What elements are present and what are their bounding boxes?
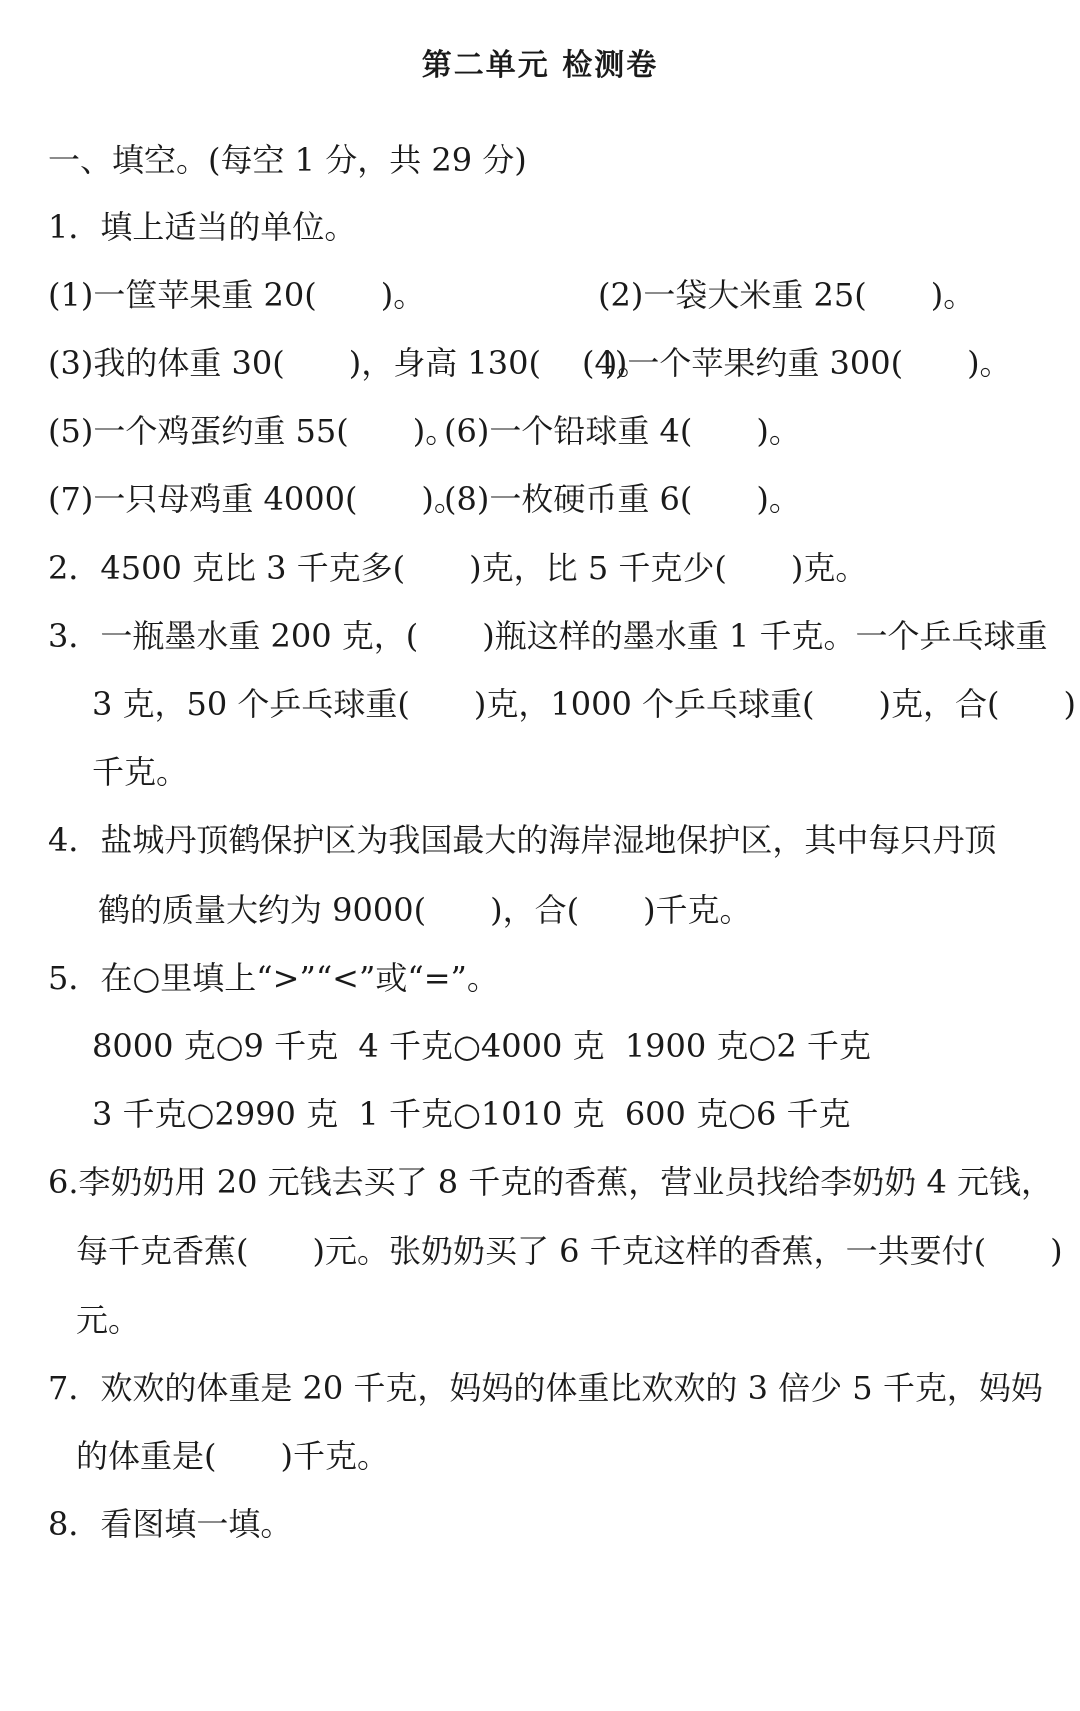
- question-1-item-2: (2)一袋大米重 25( )。: [598, 276, 976, 314]
- section-heading-fill-blank: 一、填空。(每空 1 分，共 29 分): [48, 141, 527, 179]
- question-3-line-3: 千克。: [92, 753, 189, 791]
- question-1-item-4: (4)一个苹果约重 300( )。: [582, 344, 1012, 382]
- question-6-line-1: 6.李奶奶用 20 元钱去买了 8 千克的香蕉，营业员找给李奶奶 4 元钱，: [48, 1163, 1054, 1201]
- question-7-line-2: 的体重是( )千克。: [76, 1437, 389, 1475]
- question-1-item-7: (7)一只母鸡重 4000( )。: [48, 480, 466, 518]
- page-title: 第二单元 检测卷: [421, 48, 659, 83]
- question-1-item-6: (6)一个铅球重 4( )。: [444, 412, 801, 450]
- question-4-line-2: 鹤的质量大约为 9000( )，合( )千克。: [98, 891, 752, 929]
- question-1-item-3: (3)我的体重 30( )，身高 130( )。: [48, 344, 650, 382]
- question-3-line-1: 3．一瓶墨水重 200 克，( )瓶这样的墨水重 1 千克。一个乒乓球重: [48, 617, 1048, 655]
- question-5-line-3: 3 千克○2990 克 1 千克○1010 克 600 克○6 千克: [92, 1095, 851, 1133]
- question-6-line-2: 每千克香蕉( )元。张奶奶买了 6 千克这样的香蕉，一共要付( ): [76, 1232, 1063, 1270]
- question-1-item-5: (5)一个鸡蛋约重 55( )。: [48, 412, 458, 450]
- question-2: 2．4500 克比 3 千克多( )克，比 5 千克少( )克。: [48, 549, 868, 587]
- question-6-line-3: 元。: [76, 1301, 141, 1339]
- question-3-line-2: 3 克，50 个乒乓球重( )克，1000 个乒乓球重( )克，合( ): [92, 685, 1076, 723]
- question-1-stem: 1．填上适当的单位。: [48, 208, 357, 246]
- question-1-item-1: (1)一筐苹果重 20( )。: [48, 276, 426, 314]
- question-7-line-1: 7．欢欢的体重是 20 千克，妈妈的体重比欢欢的 3 倍少 5 千克，妈妈: [48, 1369, 1043, 1407]
- question-1-item-8: (8)一枚硬币重 6( )。: [444, 480, 801, 518]
- question-8: 8．看图填一填。: [48, 1505, 293, 1543]
- question-5-line-2: 8000 克○9 千克 4 千克○4000 克 1900 克○2 千克: [92, 1027, 871, 1065]
- question-4-line-1: 4．盐城丹顶鹤保护区为我国最大的海岸湿地保护区，其中每只丹顶: [48, 821, 997, 859]
- question-5-line-1: 5．在○里填上“>”“<”或“=”。: [48, 959, 499, 997]
